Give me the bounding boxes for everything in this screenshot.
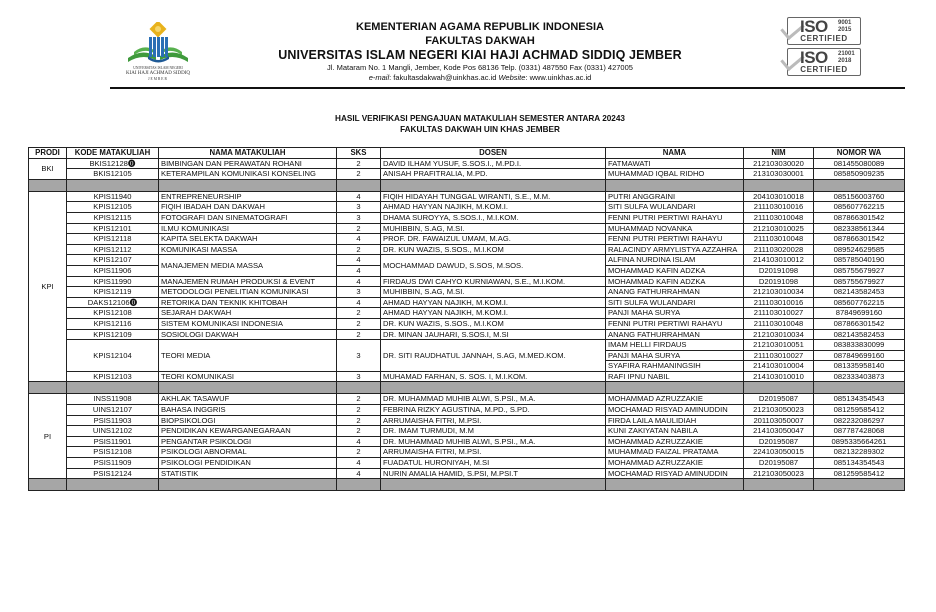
nama-matakuliah-cell: FIQIH IBADAH DAN DAKWAH — [159, 202, 337, 213]
prodi-cell: KPI — [29, 191, 67, 382]
table-row — [29, 308, 905, 319]
faculty-name: FAKULTAS DAKWAH — [425, 35, 535, 47]
nomor-wa-cell: 082232086297 — [814, 415, 905, 426]
nim-cell: 214103010004 — [744, 361, 814, 372]
nim-cell: D20195087 — [744, 458, 814, 469]
nim-cell: 214103050047 — [744, 426, 814, 437]
student-name-cell: FENNI PUTRI PERTIWI RAHAYU — [606, 212, 744, 223]
nim-cell: 212103050023 — [744, 468, 814, 479]
table-row — [29, 287, 905, 298]
table-row — [29, 297, 905, 308]
separator-row — [29, 179, 905, 191]
nim-cell: 212103030020 — [744, 158, 814, 169]
table-row — [29, 436, 905, 447]
dosen-cell: DHAMA SUROYYA, S.SOS.I., M.I.KOM. — [381, 212, 606, 223]
dosen-cell: DR. MUHAMMAD MUHIB ALWI, S.PSI., M.A. — [381, 394, 606, 405]
student-name-cell: MUHAMMAD FAIZAL PRATAMA — [606, 447, 744, 458]
nomor-wa-cell: 087866301542 — [814, 234, 905, 245]
student-name-cell: IMAM HELLI FIRDAUS — [606, 340, 744, 351]
student-name-cell: ANANG FATHURRAHMAN — [606, 329, 744, 340]
dosen-cell: FEBRINA RIZKY AGUSTINA, M.PD., S.PD. — [381, 405, 606, 416]
sks-cell: 4 — [337, 297, 381, 308]
nim-cell: 212103010025 — [744, 223, 814, 234]
separator-cell — [606, 382, 744, 394]
dosen-cell: DAVID ILHAM YUSUF, S.SOS.I., M.PD.I. — [381, 158, 606, 169]
kode-matakuliah-cell: KPIS12118 — [67, 234, 159, 245]
prodi-cell: BKI — [29, 158, 67, 179]
separator-cell — [159, 479, 337, 491]
kode-matakuliah-cell: KPIS12116 — [67, 318, 159, 329]
header-nim: NIM — [744, 148, 814, 159]
nim-cell: 212103010034 — [744, 329, 814, 340]
website: : www.uinkhas.ac.id — [525, 73, 592, 82]
nomor-wa-cell: 083833830099 — [814, 340, 905, 351]
nama-matakuliah-cell: SISTEM KOMUNIKASI INDONESIA — [159, 318, 337, 329]
nama-matakuliah-cell: MANAJEMEN MEDIA MASSA — [159, 255, 337, 276]
sks-cell: 4 — [337, 468, 381, 479]
separator-cell — [606, 479, 744, 491]
sks-cell: 3 — [337, 202, 381, 213]
nama-matakuliah-cell: PSIKOLOGI PENDIDIKAN — [159, 458, 337, 469]
separator-cell — [814, 382, 905, 394]
table-row — [29, 405, 905, 416]
nim-cell: 211103010016 — [744, 297, 814, 308]
dosen-cell: AHMAD HAYYAN NAJIKH, M.KOM.I. — [381, 297, 606, 308]
nomor-wa-cell: 087849699160 — [814, 350, 905, 361]
nama-matakuliah-cell: SEJARAH DAKWAH — [159, 308, 337, 319]
dosen-cell: ANISAH PRAFITRALIA, M.PD. — [381, 169, 606, 180]
kode-matakuliah-cell: KPIS12108 — [67, 308, 159, 319]
student-name-cell: ANANG FATHURRAHMAN — [606, 287, 744, 298]
separator-cell — [337, 479, 381, 491]
kode-matakuliah-cell: KPIS12101 — [67, 223, 159, 234]
dosen-cell: MOCHAMMAD DAWUD, S.SOS, M.SOS. — [381, 255, 606, 276]
dosen-cell: PROF. DR. FAWAIZUL UMAM, M.AG. — [381, 234, 606, 245]
sks-cell: 4 — [337, 191, 381, 202]
nomor-wa-cell: 081335958140 — [814, 361, 905, 372]
separator-cell — [814, 179, 905, 191]
nim-cell: 211103020028 — [744, 244, 814, 255]
nomor-wa-cell: 081259585412 — [814, 405, 905, 416]
certified-label: CERTIFIED — [800, 65, 848, 74]
dosen-cell: FIQIH HIDAYAH TUNGGAL WIRANTI, S.E., M.M. — [381, 191, 606, 202]
nomor-wa-cell: 085607762215 — [814, 297, 905, 308]
nama-matakuliah-cell: RETORIKA DAN TEKNIK KHITOBAH — [159, 297, 337, 308]
student-name-cell: MOHAMMAD AZRUZZAKIE — [606, 394, 744, 405]
kode-matakuliah-cell: PSIS12108 — [67, 447, 159, 458]
table-row — [29, 394, 905, 405]
student-name-cell: FIRDA LAILA MAULIDIAH — [606, 415, 744, 426]
nim-cell: 211103010048 — [744, 318, 814, 329]
iso-number — [838, 51, 855, 64]
separator-cell — [381, 382, 606, 394]
student-name-cell: SITI SULFA WULANDARI — [606, 297, 744, 308]
student-name-cell: PUTRI ANGGRAINI — [606, 191, 744, 202]
nama-matakuliah-cell: KAPITA SELEKTA DAKWAH — [159, 234, 337, 245]
kode-matakuliah-cell: UINS12107 — [67, 405, 159, 416]
header-dosen: DOSEN — [381, 148, 606, 159]
iso-year: 2015 — [838, 26, 852, 33]
table-row — [29, 318, 905, 329]
table-row — [29, 191, 905, 202]
nama-matakuliah-cell: KETERAMPILAN KOMUNIKASI KONSELING — [159, 169, 337, 180]
student-name-cell: MOHAMMAD KAFIN ADZKA — [606, 265, 744, 276]
table-row — [29, 468, 905, 479]
sks-cell: 3 — [337, 212, 381, 223]
nama-matakuliah-cell: ILMU KOMUNIKASI — [159, 223, 337, 234]
nomor-wa-cell: 089524629585 — [814, 244, 905, 255]
nim-cell: 212103010051 — [744, 340, 814, 351]
nama-matakuliah-cell: TEORI KOMUNIKASI — [159, 371, 337, 382]
uin-khas-logo-icon — [118, 22, 198, 66]
header-kode-matakuliah: KODE MATAKULIAH — [67, 148, 159, 159]
email-label: e-mail — [368, 73, 390, 82]
student-name-cell: MOCHAMAD RISYAD AMINUDDIN — [606, 468, 744, 479]
student-name-cell: FENNI PUTRI PERTIWI RAHAYU — [606, 234, 744, 245]
kode-matakuliah-cell: KPIS11990 — [67, 276, 159, 287]
nama-matakuliah-cell: KOMUNIKASI MASSA — [159, 244, 337, 255]
sks-cell: 4 — [337, 234, 381, 245]
nomor-wa-cell: 082132289302 — [814, 447, 905, 458]
sks-cell: 2 — [337, 223, 381, 234]
kode-matakuliah-cell: DAKS12106⓿ — [67, 297, 159, 308]
dosen-cell: FUADATUL HURONIYAH, M.SI — [381, 458, 606, 469]
dosen-cell: MUHIBBIN, S.AG, M.SI. — [381, 287, 606, 298]
sks-cell: 2 — [337, 308, 381, 319]
student-name-cell: KUNI ZAKIYATAN NABILA — [606, 426, 744, 437]
nama-matakuliah-cell: BIOPSIKOLOGI — [159, 415, 337, 426]
dosen-cell: DR. MINAN JAUHARI, S.SOS.I, M.SI — [381, 329, 606, 340]
separator-cell — [29, 179, 67, 191]
nomor-wa-cell: 081259585412 — [814, 468, 905, 479]
ministry-name: KEMENTERIAN AGAMA REPUBLIK INDONESIA — [356, 21, 604, 33]
table-row — [29, 276, 905, 287]
nim-cell: 211103010027 — [744, 308, 814, 319]
separator-cell — [67, 382, 159, 394]
table-row — [29, 458, 905, 469]
nim-cell: D20191098 — [744, 276, 814, 287]
table-row — [29, 223, 905, 234]
student-name-cell: SYAFIRA RAHMANINGSIH — [606, 361, 744, 372]
nim-cell: D20195087 — [744, 394, 814, 405]
separator-cell — [159, 382, 337, 394]
verification-table — [28, 147, 905, 491]
kode-matakuliah-cell: KPIS12105 — [67, 202, 159, 213]
sks-cell: 4 — [337, 265, 381, 276]
sks-cell: 2 — [337, 158, 381, 169]
table-row — [29, 234, 905, 245]
nim-cell: 211103010048 — [744, 212, 814, 223]
nim-cell: 212103050023 — [744, 405, 814, 416]
nomor-wa-cell: 085755679927 — [814, 265, 905, 276]
nomor-wa-cell: 87849699160 — [814, 308, 905, 319]
sks-cell: 2 — [337, 329, 381, 340]
kode-matakuliah-cell: KPIS12107 — [67, 255, 159, 266]
nama-matakuliah-cell: STATISTIK — [159, 468, 337, 479]
document-subtitle: FAKULTAS DAKWAH UIN KHAS JEMBER — [400, 125, 560, 134]
table-row — [29, 447, 905, 458]
nomor-wa-cell: 085134354543 — [814, 458, 905, 469]
nama-matakuliah-cell: METODOLOGI PENELITIAN KOMUNIKASI — [159, 287, 337, 298]
dosen-cell: AHMAD HAYYAN NAJIKH, M.KOM.I. — [381, 202, 606, 213]
separator-cell — [381, 179, 606, 191]
logo-text-line1: UNIVERSITAS ISLAM NEGERI — [133, 66, 183, 70]
table-row — [29, 255, 905, 266]
kode-matakuliah-cell: BKIS12105 — [67, 169, 159, 180]
nomor-wa-cell: 085785040190 — [814, 255, 905, 266]
dosen-cell: DR. KUN WAZIS, S.SOS., M.I.KOM — [381, 318, 606, 329]
nomor-wa-cell: 085156003760 — [814, 191, 905, 202]
nama-matakuliah-cell: TEORI MEDIA — [159, 340, 337, 372]
nim-cell: 212103010034 — [744, 287, 814, 298]
nomor-wa-cell: 085755679927 — [814, 276, 905, 287]
student-name-cell: FATMAWATI — [606, 158, 744, 169]
kode-matakuliah-cell: PSIS12124 — [67, 468, 159, 479]
iso-standard: 9001 — [838, 20, 852, 26]
letterhead-text — [250, 20, 710, 83]
nomor-wa-cell: 081455080089 — [814, 158, 905, 169]
contact-line — [250, 73, 710, 83]
sks-cell: 4 — [337, 255, 381, 266]
separator-cell — [29, 382, 67, 394]
sks-cell: 2 — [337, 244, 381, 255]
nomor-wa-cell: 085134354543 — [814, 394, 905, 405]
iso-9001-badge — [787, 17, 861, 45]
nomor-wa-cell: 087787428068 — [814, 426, 905, 437]
email: : fakultasdakwah@uinkhas.ac.id — [389, 73, 499, 82]
table-row — [29, 329, 905, 340]
table-row — [29, 244, 905, 255]
nama-matakuliah-cell: SOSIOLOGI DAKWAH — [159, 329, 337, 340]
sks-cell: 3 — [337, 287, 381, 298]
table-header-row — [29, 148, 905, 159]
separator-cell — [381, 479, 606, 491]
dosen-cell: DR. MUHAMMAD MUHIB ALWI, S.PSI., M.A. — [381, 436, 606, 447]
student-name-cell: PANJI MAHA SURYA — [606, 308, 744, 319]
separator-cell — [67, 479, 159, 491]
kode-matakuliah-cell: PSIS11901 — [67, 436, 159, 447]
nomor-wa-cell: 085850909235 — [814, 169, 905, 180]
sks-cell: 2 — [337, 447, 381, 458]
table-row — [29, 340, 905, 351]
table-row — [29, 202, 905, 213]
logo-text-line2: KIAI HAJI ACHMAD SIDDIQ — [125, 71, 191, 76]
table-row — [29, 212, 905, 223]
sks-cell: 2 — [337, 405, 381, 416]
kode-matakuliah-cell: KPIS12104 — [67, 340, 159, 372]
nim-cell: 211103010048 — [744, 234, 814, 245]
nama-matakuliah-cell: AKHLAK TASAWUF — [159, 394, 337, 405]
nim-cell: 201103050007 — [744, 415, 814, 426]
header-nama: NAMA — [606, 148, 744, 159]
dosen-cell: AHMAD HAYYAN NAJIKH, M.KOM.I. — [381, 308, 606, 319]
iso-number — [838, 20, 851, 33]
table-row — [29, 371, 905, 382]
header-sks: SKS — [337, 148, 381, 159]
sks-cell: 2 — [337, 318, 381, 329]
website-label: Website — [498, 73, 526, 82]
header-nomor-wa: NOMOR WA — [814, 148, 905, 159]
sks-cell: 2 — [337, 394, 381, 405]
separator-cell — [337, 179, 381, 191]
letterhead — [0, 0, 936, 95]
university-logo — [118, 22, 198, 84]
student-name-cell: MOHAMMAD KAFIN ADZKA — [606, 276, 744, 287]
dosen-cell: MUHIBBIN, S.AG, M.SI. — [381, 223, 606, 234]
separator-cell — [337, 382, 381, 394]
sks-cell: 3 — [337, 340, 381, 372]
separator-cell — [744, 382, 814, 394]
student-name-cell: RAFI IPNU NABIL — [606, 371, 744, 382]
kode-matakuliah-cell: KPIS12103 — [67, 371, 159, 382]
nomor-wa-cell: 0895335664261 — [814, 436, 905, 447]
nomor-wa-cell: 082338561344 — [814, 223, 905, 234]
nim-cell: 211103010016 — [744, 202, 814, 213]
kode-matakuliah-cell: KPIS12115 — [67, 212, 159, 223]
nim-cell: 213103030001 — [744, 169, 814, 180]
kode-matakuliah-cell: UINS12102 — [67, 426, 159, 437]
kode-matakuliah-cell: KPIS11906 — [67, 265, 159, 276]
nama-matakuliah-cell: FOTOGRAFI DAN SINEMATOGRAFI — [159, 212, 337, 223]
student-name-cell: MOHAMMAD AZRUZZAKIE — [606, 458, 744, 469]
nomor-wa-cell: 087866301542 — [814, 212, 905, 223]
sks-cell: 2 — [337, 426, 381, 437]
separator-cell — [814, 479, 905, 491]
iso-21001-badge — [787, 48, 861, 76]
separator-row — [29, 382, 905, 394]
sks-cell: 2 — [337, 169, 381, 180]
sks-cell: 4 — [337, 436, 381, 447]
table-row — [29, 169, 905, 180]
dosen-cell: DR. SITI RAUDHATUL JANNAH, S.AG, M.MED.KOM. — [381, 340, 606, 372]
separator-cell — [67, 179, 159, 191]
separator-cell — [744, 479, 814, 491]
student-name-cell: MUHAMMAD IQBAL RIDHO — [606, 169, 744, 180]
student-name-cell: RALACINDY ARMYLISTYA AZZAHRA — [606, 244, 744, 255]
table-row — [29, 426, 905, 437]
nama-matakuliah-cell: BIMBINGAN DAN PERAWATAN ROHANI — [159, 158, 337, 169]
kode-matakuliah-cell: KPIS11940 — [67, 191, 159, 202]
kode-matakuliah-cell: INSS11908 — [67, 394, 159, 405]
nomor-wa-cell: 082333403873 — [814, 371, 905, 382]
certified-label: CERTIFIED — [800, 34, 848, 43]
dosen-cell: ARRUMAISHA FITRI, M.PSI. — [381, 447, 606, 458]
nim-cell: 224103050015 — [744, 447, 814, 458]
separator-cell — [606, 179, 744, 191]
dosen-cell: ARRUMAISHA FITRI, M.PSI. — [381, 415, 606, 426]
student-name-cell: MUHAMMAD NOVANKA — [606, 223, 744, 234]
kode-matakuliah-cell: KPIS12119 — [67, 287, 159, 298]
kode-matakuliah-cell: PSIS11909 — [67, 458, 159, 469]
letterhead-divider — [110, 87, 905, 89]
kode-matakuliah-cell: BKIS12128⓿ — [67, 158, 159, 169]
nim-cell: D20191098 — [744, 265, 814, 276]
kode-matakuliah-cell: KPIS12112 — [67, 244, 159, 255]
nim-cell: 211103010027 — [744, 350, 814, 361]
address: Jl. Mataram No. 1 Mangli, Jember, Kode Pos 68136 Telp. (0331) 487550 Fax (0331) 427005 — [327, 63, 633, 72]
table-row — [29, 415, 905, 426]
dosen-cell: NURIN AMALIA HAMID, S.PSI, M.PSI.T — [381, 468, 606, 479]
university-name: UNIVERSITAS ISLAM NEGERI KIAI HAJI ACHMAD SIDDIQ JEMBER — [278, 48, 682, 62]
sks-cell: 4 — [337, 276, 381, 287]
student-name-cell: MOCHAMAD RISYAD AMINUDDIN — [606, 405, 744, 416]
logo-text-line3: JEMBER — [148, 77, 168, 81]
header-nama-matakuliah: NAMA MATAKULIAH — [159, 148, 337, 159]
nama-matakuliah-cell: ENTREPRENEURSHIP — [159, 191, 337, 202]
dosen-cell: DR. KUN WAZIS, S.SOS., M.I.KOM — [381, 244, 606, 255]
student-name-cell: MOHAMMAD AZRUZZAKIE — [606, 436, 744, 447]
nomor-wa-cell: 085607762215 — [814, 202, 905, 213]
document-title: HASIL VERIFIKASI PENGAJUAN MATAKULIAH SEMESTER ANTARA 20243 — [335, 114, 625, 123]
dosen-cell: DR. IMAM TURMUDI, M.M — [381, 426, 606, 437]
table-row — [29, 158, 905, 169]
iso-year: 2018 — [838, 57, 852, 64]
nomor-wa-cell: 087866301542 — [814, 318, 905, 329]
kode-matakuliah-cell: PSIS11903 — [67, 415, 159, 426]
nama-matakuliah-cell: PENDIDIKAN KEWARGANEGARAAN — [159, 426, 337, 437]
nim-cell: 214103010012 — [744, 255, 814, 266]
iso-standard: 21001 — [838, 51, 855, 57]
nama-matakuliah-cell: MANAJEMEN RUMAH PRODUKSI & EVENT — [159, 276, 337, 287]
nomor-wa-cell: 082143582453 — [814, 287, 905, 298]
separator-cell — [744, 179, 814, 191]
kode-matakuliah-cell: KPIS12109 — [67, 329, 159, 340]
separator-cell — [159, 179, 337, 191]
student-name-cell: PANJI MAHA SURYA — [606, 350, 744, 361]
iso-label: ISO — [800, 48, 828, 67]
student-name-cell: SITI SULFA WULANDARI — [606, 202, 744, 213]
nim-cell: 214103010010 — [744, 371, 814, 382]
nim-cell: D20195087 — [744, 436, 814, 447]
sks-cell: 3 — [337, 371, 381, 382]
student-name-cell: ALFINA NURDINA ISLAM — [606, 255, 744, 266]
nama-matakuliah-cell: PSIKOLOGI ABNORMAL — [159, 447, 337, 458]
dosen-cell: MUHAMAD FARHAN, S. SOS. I, M.I.KOM. — [381, 371, 606, 382]
nomor-wa-cell: 082143582453 — [814, 329, 905, 340]
nim-cell: 204103010018 — [744, 191, 814, 202]
student-name-cell: FENNI PUTRI PERTIWI RAHAYU — [606, 318, 744, 329]
header-prodi: PRODI — [29, 148, 67, 159]
iso-label: ISO — [800, 17, 828, 36]
nama-matakuliah-cell: PENGANTAR PSIKOLOGI — [159, 436, 337, 447]
dosen-cell: FIRDAUS DWI CAHYO KURNIAWAN, S.E., M.I.KOM. — [381, 276, 606, 287]
sks-cell: 2 — [337, 415, 381, 426]
separator-row — [29, 479, 905, 491]
nama-matakuliah-cell: BAHASA INGGRIS — [159, 405, 337, 416]
prodi-cell: PI — [29, 394, 67, 479]
separator-cell — [29, 479, 67, 491]
sks-cell: 4 — [337, 458, 381, 469]
